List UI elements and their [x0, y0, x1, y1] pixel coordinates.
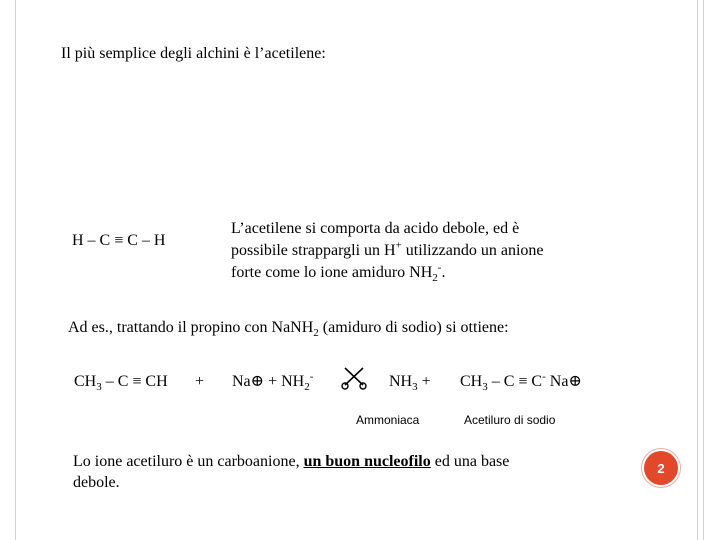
acetylene-structure: H – C ≡ C – H [72, 232, 166, 249]
product-ammonia: $NH_3$ + [389, 373, 431, 394]
conclusion-line-1: Lo ione acetiluro è un carboanione, un buon nucleofilo ed una base [73, 453, 510, 470]
label-ammonia: Ammoniaca [356, 413, 420, 427]
description-line-3: forte come lo ione amiduro $NH_2^-$. [231, 261, 446, 285]
description-line-2: possibile strappargli un H+ utilizzando un anione [231, 239, 544, 259]
label-sodium-acetylide: Acetiluro di sodio [464, 413, 556, 427]
border-line-right-1 [697, 0, 698, 540]
conclusion-line-2: debole. [73, 474, 120, 491]
product-sodium-acetylide: $CH_3 - C \equiv C^-$ Na⊕ [460, 370, 582, 394]
reactant-sodium-amide: Na⊕ + $NH_2^-$ [232, 370, 314, 394]
border-line-left [15, 0, 16, 540]
border-line-right-2 [703, 0, 704, 540]
intro-text: Il più semplice degli alchini è l’acetilene: [61, 45, 326, 62]
reactant-propyne: $CH_3$ – C ≡ CH [74, 373, 168, 394]
description-line-1: L’acetilene si comporta da acido debole, ed è [231, 220, 520, 237]
example-text: Ad es., trattando il propino con NaNH$_2$ (amiduro di sodio) si ottiene: [68, 319, 509, 340]
highlight-nucleophile: un buon nucleofilo [303, 453, 431, 470]
plus-sign: + [195, 373, 205, 390]
scissors-icon [341, 364, 367, 390]
page-number-badge: 2 [644, 451, 678, 485]
